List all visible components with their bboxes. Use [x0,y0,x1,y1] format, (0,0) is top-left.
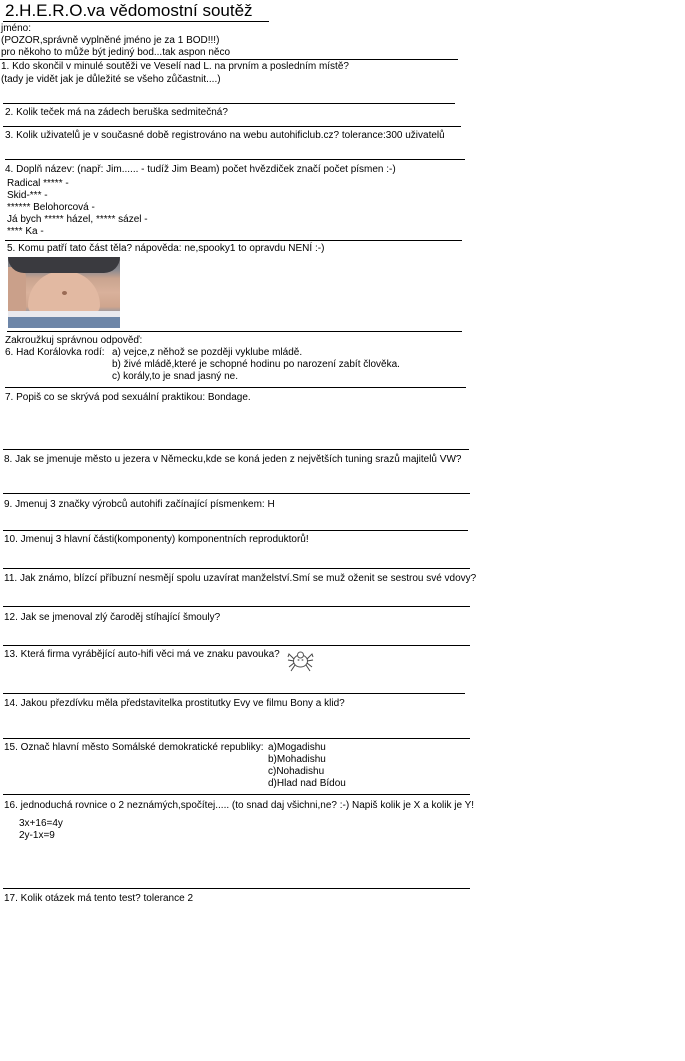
question-4-item: ****** Belohorcová - [7,202,95,213]
circle-instruction: Zakroužkuj správnou odpověď: [5,335,143,346]
answer-line [3,530,468,531]
question-10: 10. Jmenuj 3 hlavní části(komponenty) komponentních reproduktorů! [4,534,309,545]
question-15: 15. Označ hlavní město Somálské demokratické republiky: [4,742,264,753]
question-4-item: Skid-*** - [7,190,48,201]
question-15-option: b)Mohadishu [268,754,326,765]
question-12: 12. Jak se jmenoval zlý čaroděj stíhající šmouly? [4,612,221,623]
question-6-option: b) živé mládě,které je schopné hodinu po narození zabít člověka. [112,359,400,370]
answer-line [3,103,455,104]
question-2: 2. Kolik teček má na zádech beruška sedmitečná? [5,107,228,118]
answer-line [5,387,466,388]
equation: 3x+16=4y [19,818,63,829]
question-7: 7. Popiš co se skrývá pod sexuální praktikou: Bondage. [5,392,251,403]
question-1: 1. Kdo skončil v minulé soutěži ve Veselí nad L. na prvním a posledním místě? [1,61,349,72]
question-16: 16. jednoduchá rovnice o 2 neznámých,spočítej..... (to snad daj všichni,ne? :-) Napiš kolik je X a kolik je Y! [4,800,475,811]
answer-line [3,126,461,127]
answer-line [3,738,470,739]
name-label: jméno: [1,23,32,34]
question-1-note: (tady je vidět jak je důležité se všeho zůčastnit....) [1,74,221,85]
question-6-option: a) vejce,z něhož se později vyklube mládě. [112,347,303,358]
answer-line [3,449,469,450]
question-4: 4. Doplň název: (např: Jim...... - tudíž Jim Beam) počet hvězdiček značí počet písmen :-) [5,164,396,175]
spider-icon [287,648,314,673]
answer-line [5,159,465,160]
question-9: 9. Jmenuj 3 značky výrobců autohifi začínající písmenkem: H [4,499,275,510]
question-4-item: Já bych ***** házel, ***** sázel - [7,214,148,225]
equation: 2y-1x=9 [19,830,55,841]
question-17: 17. Kolik otázek má tento test? tolerance 2 [4,893,193,904]
belly-photo [8,257,120,328]
question-13: 13. Která firma vyrábějící auto-hifi věci má ve znaku pavouka? [4,649,280,660]
answer-line [3,568,470,569]
answer-line [3,493,470,494]
answer-line [3,693,465,694]
question-5: 5. Komu patří tato část těla? nápověda: ne,spooky1 to opravdu NENÍ :-) [7,243,325,254]
divider [0,59,458,60]
question-8: 8. Jak se jmenuje město u jezera v Německu,kde se koná jeden z největších tuning srazů majitelů VW? [4,454,462,465]
answer-line [7,331,462,332]
question-11: 11. Jak známo, blízcí příbuzní nesmějí spolu uzavírat manželství.Smí se muž oženit se sestrou své vdovy? [4,573,477,584]
question-15-option: a)Mogadishu [268,742,326,753]
title-underline [3,21,269,22]
question-15-option: c)Nohadishu [268,766,325,777]
answer-line [3,888,470,889]
answer-line [3,645,470,646]
question-6-option: c) korály,to je snad jasný ne. [112,371,238,382]
question-4-item: **** Ka - [7,226,44,237]
answer-line [3,606,470,607]
answer-line [5,240,462,241]
answer-line [3,794,470,795]
question-15-option: d)Hlad nad Bídou [268,778,346,789]
page-title: 2.H.E.R.O.va vědomostní soutěž [5,1,253,20]
name-note: pro někoho to může být jediný bod...tak aspon něco [1,47,231,58]
question-6: 6. Had Korálovka rodí: [5,347,105,358]
question-4-item: Radical ***** - [7,178,69,189]
question-14: 14. Jakou přezdívku měla představitelka prostitutky Evy ve filmu Bony a klid? [4,698,345,709]
name-warning: (POZOR,správně vyplněné jméno je za 1 BOD!!!) [1,35,220,46]
question-3: 3. Kolik uživatelů je v současné době registrováno na webu autohificlub.cz? tolerance:300 uživatelů [5,130,445,141]
